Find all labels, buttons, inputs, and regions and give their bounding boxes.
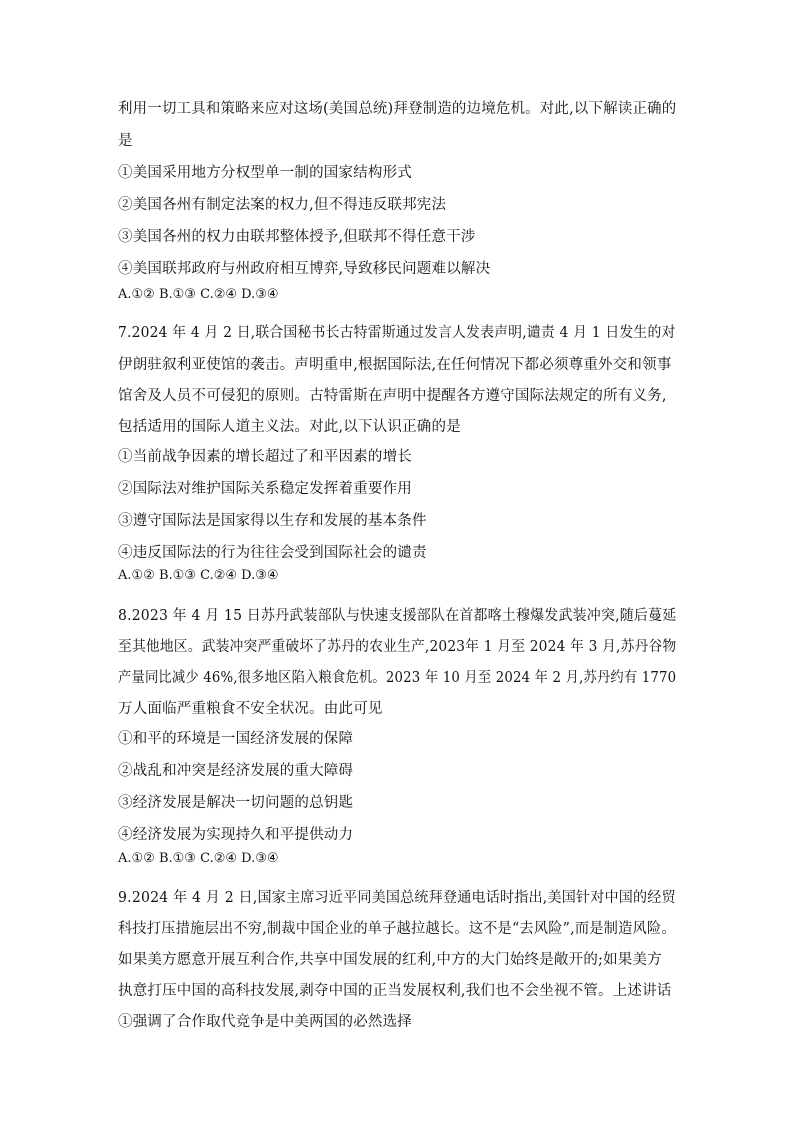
q7-stem-line-1: 7.2024 年 4 月 2 日,联合国秘书长古特雷斯通过发言人发表声明,谴责 4 月 1 日发生的对: [118, 325, 676, 341]
q7-item-1: ①当前战争因素的增长超过了和平因素的增长: [118, 449, 412, 465]
q7-stem-line-3: 馆舍及人员不可侵犯的原则。古特雷斯在声明中提醒各方遵守国际法规定的所有义务,: [118, 388, 667, 404]
q8-item-3: ③经济发展是解决一切问题的总钥匙: [118, 795, 354, 811]
q7-item-3: ③遵守国际法是国家得以生存和发展的基本条件: [118, 513, 427, 529]
q8-options: A.①② B.①③ C.②④ D.③④: [118, 851, 279, 866]
q6-item-3: ③美国各州的权力由联邦整体授予,但联邦不得任意干涉: [118, 229, 476, 245]
q8-stem-line-4: 万人面临严重粮食不安全状况。由此可见: [118, 701, 383, 717]
q9-stem-line-1: 9.2024 年 4 月 2 日,国家主席习近平同美国总统拜登通电话时指出,美国针对中国的经贸: [118, 890, 676, 906]
q8-item-4: ④经济发展为实现持久和平提供动力: [118, 827, 354, 843]
q7-item-4: ④违反国际法的行为往往会受到国际社会的谴责: [118, 545, 427, 561]
q6-options: A.①② B.①③ C.②④ D.③④: [118, 287, 279, 302]
q9-stem-line-3: 如果美方愿意开展互利合作,共享中国发展的红利,中方的大门始终是敞开的;如果美方: [118, 952, 662, 968]
q7-stem-line-2: 伊朗驻叙利亚使馆的袭击。声明重申,根据国际法,在任何情况下都必须尊重外交和领事: [118, 357, 672, 373]
q6-item-1: ①美国采用地方分权型单一制的国家结构形式: [118, 165, 412, 181]
q7-item-2: ②国际法对维护国际关系稳定发挥着重要作用: [118, 481, 412, 497]
q8-stem-line-3: 产量同比减少 46%,很多地区陷入粮食危机。2023 年 10 月至 2024 年 2 月,苏丹约有 1770: [118, 670, 677, 686]
q6-stem-line-1: 利用一切工具和策略来应对这场(美国总统)拜登制造的边境危机。对此,以下解读正确的: [118, 101, 677, 117]
q6-stem-line-2: 是: [118, 133, 133, 149]
q8-item-1: ①和平的环境是一国经济发展的保障: [118, 731, 354, 747]
q9-stem-line-2: 科技打压措施层出不穷,制裁中国企业的单子越拉越长。这不是“去风险”,而是制造风险。: [118, 921, 676, 937]
q6-item-2: ②美国各州有制定法案的权力,但不得违反联邦宪法: [118, 197, 447, 213]
q7-options: A.①② B.①③ C.②④ D.③④: [118, 568, 279, 583]
q8-stem-line-2: 至其他地区。武装冲突严重破坏了苏丹的农业生产,2023年 1 月至 2024 年 3 月,苏丹谷物: [118, 639, 677, 655]
q9-stem-line-4: 执意打压中国的高科技发展,剥夺中国的正当发展权利,我们也不会坐视不管。上述讲话: [118, 983, 672, 999]
q6-item-4: ④美国联邦政府与州政府相互博弈,导致移民问题难以解决: [118, 261, 491, 277]
q9-item-1: ①强调了合作取代竞争是中美两国的必然选择: [118, 1014, 412, 1030]
q7-stem-line-4: 包括适用的国际人道主义法。对此,以下认识正确的是: [118, 419, 461, 435]
q8-stem-line-1: 8.2023 年 4 月 15 日苏丹武装部队与快速支援部队在首都喀土穆爆发武装冲突,随后蔓延: [118, 608, 677, 624]
q8-item-2: ②战乱和冲突是经济发展的重大障碍: [118, 763, 354, 779]
